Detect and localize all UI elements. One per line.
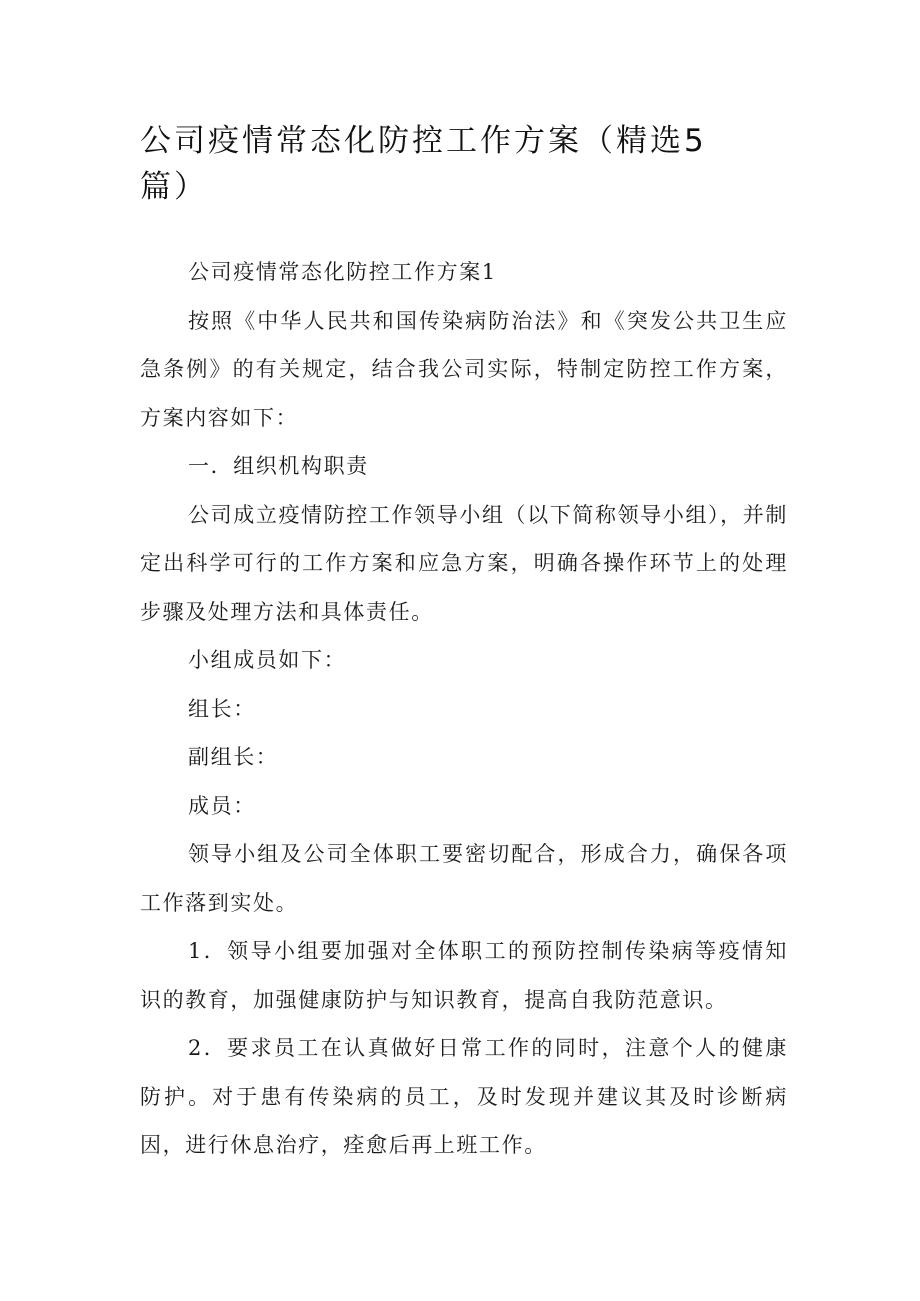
paragraph: 按照《中华人民共和国传染病防治法》和《突发公共卫生应急条例》的有关规定，结合我公司实际，特制定防控工作方案，方案内容如下： [140,308,788,430]
document-body [140,248,788,1170]
paragraph: 领导小组及公司全体职工要密切配合，形成合力，确保各项工作落到实处。 [140,842,788,915]
document-title: 公司疫情常态化防控工作方案（精选5篇） [140,123,707,205]
section-heading: 一．组织机构职责 [188,454,369,478]
paragraph: 小组成员如下： [188,648,347,672]
numbered-item: 2．要求员工在认真做好日常工作的同时，注意个人的健康防护。对于患有传染病的员工，及时发现并建议其及时诊断病因，进行休息治疗，痊愈后再上班工作。 [140,1036,788,1157]
member-line-leader: 组长： [188,696,256,721]
member-line-members: 成员： [188,793,256,818]
numbered-item: 1．领导小组要加强对全体职工的预防控制传染病等疫情知识的教育，加强健康防护与知识教育，提高自我防范意识。 [140,939,788,1012]
section-heading: 公司疫情常态化防控工作方案1 [188,260,497,284]
member-line-deputy: 副组长： [188,745,279,769]
paragraph: 公司成立疫情防控工作领导小组（以下简称领导小组），并制定出科学可行的工作方案和应急方案，明确各操作环节上的处理步骤及处理方法和具体责任。 [140,502,788,624]
